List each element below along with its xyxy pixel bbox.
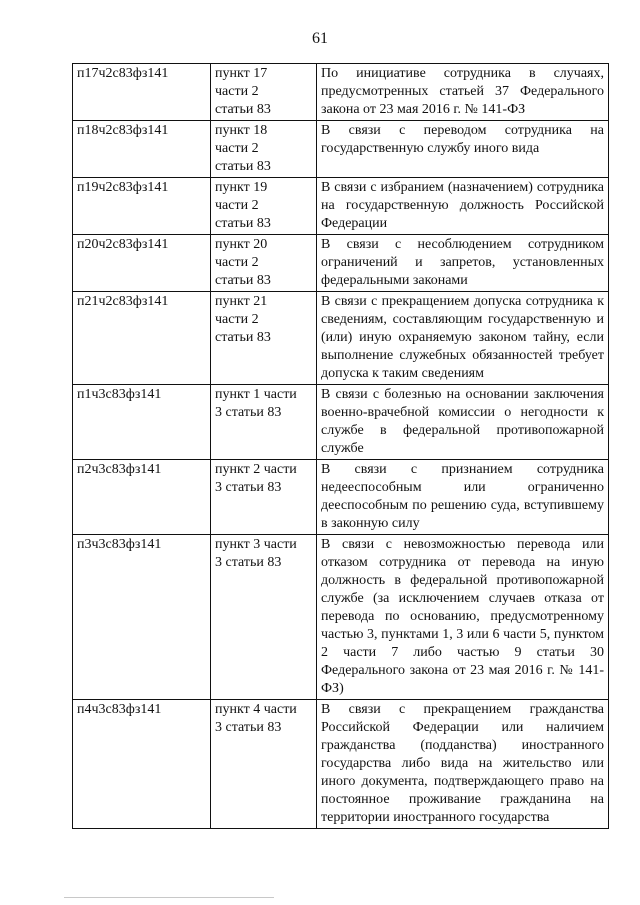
row-description: В связи с несоблюдением сотрудником ограничений и запретов, установленных федеральными законами (317, 235, 609, 292)
legal-point-line: пункт 20 (215, 237, 268, 252)
row-code: п1ч3с83фз141 (73, 385, 211, 460)
row-description: В связи с избранием (назначением) сотрудника на государственную должность Российской Федерации (317, 178, 609, 235)
row-code: п17ч2с83фз141 (73, 64, 211, 121)
row-legal-point (211, 178, 317, 235)
row-description: В связи с прекращением допуска сотрудника к сведениям, составляющим государственную и (или) иную охраняемую законом тайну, если выполнение служебных обязанностей требует допуска к таким сведениям (317, 292, 609, 385)
legal-point-line: пункт 2 части (215, 462, 297, 477)
legal-point-line: пункт 17 (215, 66, 268, 81)
row-code: п20ч2с83фз141 (73, 235, 211, 292)
legal-point-line: статьи 83 (215, 216, 271, 231)
table-row (73, 535, 609, 700)
row-description: В связи с болезнью на основании заключения военно-врачебной комиссии о негодности к службе в федеральной противопожарной службе (317, 385, 609, 460)
row-description: В связи с невозможностью перевода или отказом сотрудника от перевода на иную должность в федеральной противопожарной службе (за исключением случаев отказа от перевода по основанию, предусмотренному частью 3, пунктами 1, 3 или 6 части 5, пунктом 2 части 7 либо частью 9 статьи 30 Федерального закона от 23 мая 2016 г. № 141-ФЗ) (317, 535, 609, 700)
legal-point-line: 3 статьи 83 (215, 720, 282, 735)
row-legal-point (211, 64, 317, 121)
footer-divider (64, 897, 274, 898)
legal-point-line: пункт 21 (215, 294, 268, 309)
legal-point-line: статьи 83 (215, 102, 271, 117)
row-code: п19ч2с83фз141 (73, 178, 211, 235)
row-legal-point (211, 121, 317, 178)
table-row (73, 700, 609, 829)
row-code: п4ч3с83фз141 (73, 700, 211, 829)
legal-point-line: 3 статьи 83 (215, 480, 282, 495)
legal-point-line: пункт 18 (215, 123, 268, 138)
table-row (73, 292, 609, 385)
table-row (73, 178, 609, 235)
page-number: 61 (312, 30, 328, 47)
legal-point-line: части 2 (215, 141, 259, 156)
row-legal-point (211, 235, 317, 292)
legal-point-line: части 2 (215, 84, 259, 99)
legal-point-line: статьи 83 (215, 273, 271, 288)
legal-point-line: пункт 4 части (215, 702, 297, 717)
legal-point-line: статьи 83 (215, 159, 271, 174)
legal-point-line: пункт 1 части (215, 387, 297, 402)
row-legal-point (211, 535, 317, 700)
table-row (73, 121, 609, 178)
row-description: В связи с признанием сотрудника недееспособным или ограниченно дееспособным по решению суда, вступившему в законную силу (317, 460, 609, 535)
row-legal-point (211, 292, 317, 385)
row-description: В связи с переводом сотрудника на государственную службу иного вида (317, 121, 609, 178)
legal-point-line: 3 статьи 83 (215, 405, 282, 420)
legal-point-line: статьи 83 (215, 330, 271, 345)
table-row (73, 460, 609, 535)
legal-point-line: 3 статьи 83 (215, 555, 282, 570)
row-legal-point (211, 700, 317, 829)
row-code: п2ч3с83фз141 (73, 460, 211, 535)
row-code: п3ч3с83фз141 (73, 535, 211, 700)
row-code: п18ч2с83фз141 (73, 121, 211, 178)
row-code: п21ч2с83фз141 (73, 292, 211, 385)
legal-point-line: части 2 (215, 312, 259, 327)
row-description: В связи с прекращением гражданства Российской Федерации или наличием гражданства (подданства) иностранного государства либо вида на жительство или иного документа, подтверждающего право на постоянное проживание гражданина на территории иностранного государства (317, 700, 609, 829)
table-row (73, 64, 609, 121)
legal-point-line: пункт 3 части (215, 537, 297, 552)
row-description: По инициативе сотрудника в случаях, предусмотренных статьей 37 Федерального закона от 23 мая 2016 г. № 141-ФЗ (317, 64, 609, 121)
dismissal-grounds-table (72, 63, 609, 829)
row-legal-point (211, 460, 317, 535)
row-legal-point (211, 385, 317, 460)
legal-point-line: части 2 (215, 255, 259, 270)
legal-point-line: пункт 19 (215, 180, 268, 195)
legal-point-line: части 2 (215, 198, 259, 213)
table-row (73, 385, 609, 460)
table-row (73, 235, 609, 292)
